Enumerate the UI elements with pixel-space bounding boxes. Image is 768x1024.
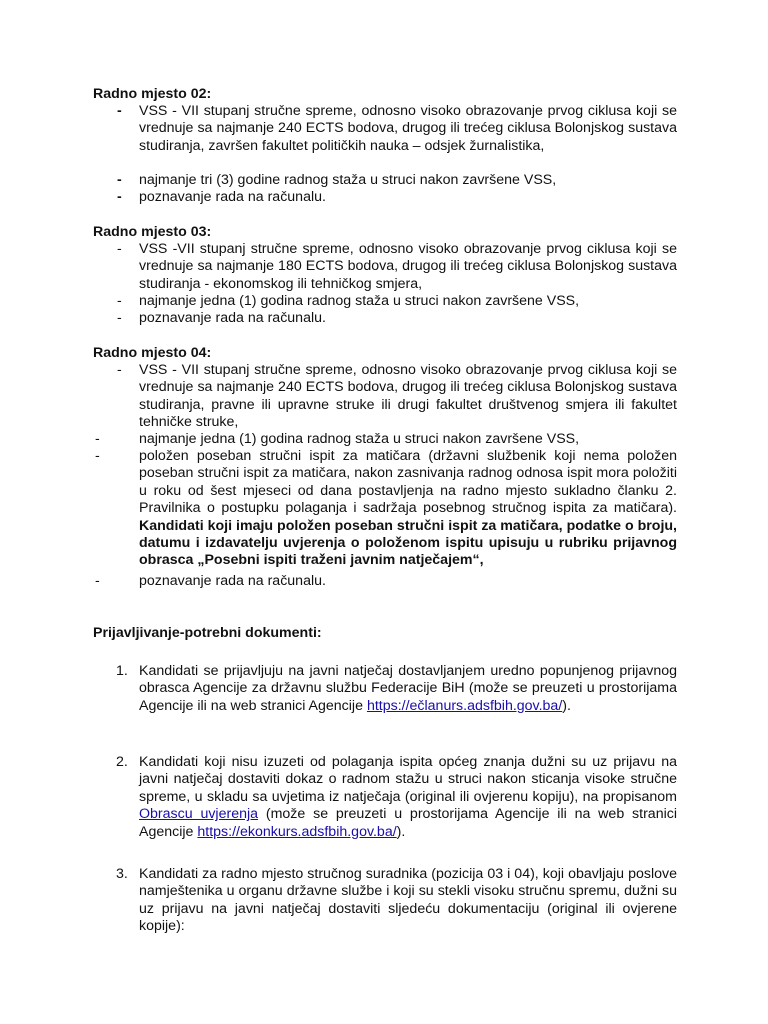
document-text: (može se preuzeti u prostorijama Agencije ili na web stranici Agencije (139, 806, 677, 840)
document-text: Kandidati koji nisu izuzeti od polaganja ispita općeg znanja dužni su uz prijavu na javni natječaj dostaviti dokaz o radnom stažu u struci nakon sticanja visoke stručne spreme, u skladu sa uvjetima iz natječaja (original ili ovjerenu kopiju), na propisanom (139, 754, 677, 805)
section-title-03: Radno mjesto 03: (93, 224, 212, 240)
bullet-dash: - (95, 448, 100, 464)
ecanurs-link[interactable]: https://ečlanurs.adsfbih.gov.ba/ (366, 697, 563, 714)
document-text: ). (396, 823, 406, 840)
list-number: 2. (116, 754, 128, 770)
document-item: Kandidati za radno mjesto stručnog suradnika (pozicija 03 i 04), koji obavljaju poslove namještenika u organu državne službe i koji su stekli visoku stručnu spremu, dužni su uz prijavu na javni natječaj dostaviti sljedeću dokumentaciju (original ili ovjerene kopije): (139, 866, 677, 935)
bullet-dash: - (117, 293, 122, 309)
bullet-dash: - (117, 310, 122, 326)
requirement-item: VSS -VII stupanj stručne spreme, odnosno visoko obrazovanje prvog ciklusa koji se vrednuje sa najmanje 180 ECTS bodova, drugog ili trećeg ciklusa Bolonjskog sustava studiranja - ekonomskog ili tehničkog smjera, (139, 241, 677, 292)
documents-title: Prijavljivanje-potrebni dokumenti: (93, 625, 322, 641)
requirement-item: najmanje tri (3) godine radnog staža u struci nakon završene VSS, (139, 172, 557, 188)
requirement-text: položen poseban stručni ispit za matičara (državni službenik koji nema položen poseban stručni ispit za matičara, nakon zasnivanja radnog odnosa ispit mora položiti u roku od šest mjeseci od dana postavljenja na radno mjesto sukladno članku 2. Pravilnika o postupku polaganja i sadržaja posebnog stručnog ispita za matičara). (139, 448, 677, 517)
requirement-note: Kandidati koji imaju položen poseban stručni ispit za matičara, podatke o broju, datumu i izdavatelju uvjerenja o položenom ispitu upisuju u rubriku prijavnog obrasca „Posebni ispiti traženi javnim natječajem“, (139, 517, 677, 569)
requirement-item: VSS - VII stupanj stručne spreme, odnosno visoko obrazovanje prvog ciklusa koji se vrednuje sa najmanje 240 ECTS bodova, drugog ili trećeg ciklusa Bolonjskog sustava studiranja, završen fakultet političkih nauka – odsjek žurnalistika, (139, 103, 677, 154)
document-item (139, 754, 677, 841)
document-text: Kandidati se prijavljuju na javni natječaj dostavljanjem uredno popunjenog prijavnog obrasca Agencije za državnu službu Federacije BiH (može se preuzeti u prostorijama Agencije ili na web stranici Agencije (139, 663, 677, 714)
bullet-dash: - (117, 241, 122, 257)
list-number: 3. (116, 866, 128, 882)
requirement-item: najmanje jedna (1) godina radnog staža u struci nakon završene VSS, (139, 431, 580, 447)
requirement-item: poznavanje rada na računalu. (139, 310, 326, 326)
document-text: ). (562, 697, 571, 714)
requirement-item: poznavanje rada na računalu. (139, 189, 326, 205)
ekonkurs-link[interactable]: https://ekonkurs.adsfbih.gov.ba/ (197, 823, 397, 840)
bullet-dash: - (117, 103, 122, 119)
bullet-dash: - (117, 362, 122, 378)
document-item (139, 663, 677, 715)
requirement-item (139, 448, 677, 570)
bullet-dash: - (117, 189, 122, 205)
requirement-item: VSS - VII stupanj stručne spreme, odnosno visoko obrazovanje prvog ciklusa koji se vrednuje sa najmanje 240 ECTS bodova, drugog ili trećeg ciklusa Bolonjskog sustava studiranja, pravne ili upravne struke ili drugi fakultet društvenog smjera ili fakultet tehničke struke, (139, 362, 677, 431)
section-title-04: Radno mjesto 04: (93, 345, 212, 361)
bullet-dash: - (117, 172, 122, 188)
bullet-dash: - (95, 573, 100, 589)
section-title-02: Radno mjesto 02: (93, 86, 212, 102)
obrazac-uvjerenja-link[interactable]: Obrascu uvjerenja (139, 806, 259, 823)
requirement-item: poznavanje rada na računalu. (139, 573, 326, 589)
bullet-dash: - (95, 431, 100, 447)
requirement-item: najmanje jedna (1) godina radnog staža u struci nakon završene VSS, (139, 293, 580, 309)
list-number: 1. (116, 663, 128, 679)
